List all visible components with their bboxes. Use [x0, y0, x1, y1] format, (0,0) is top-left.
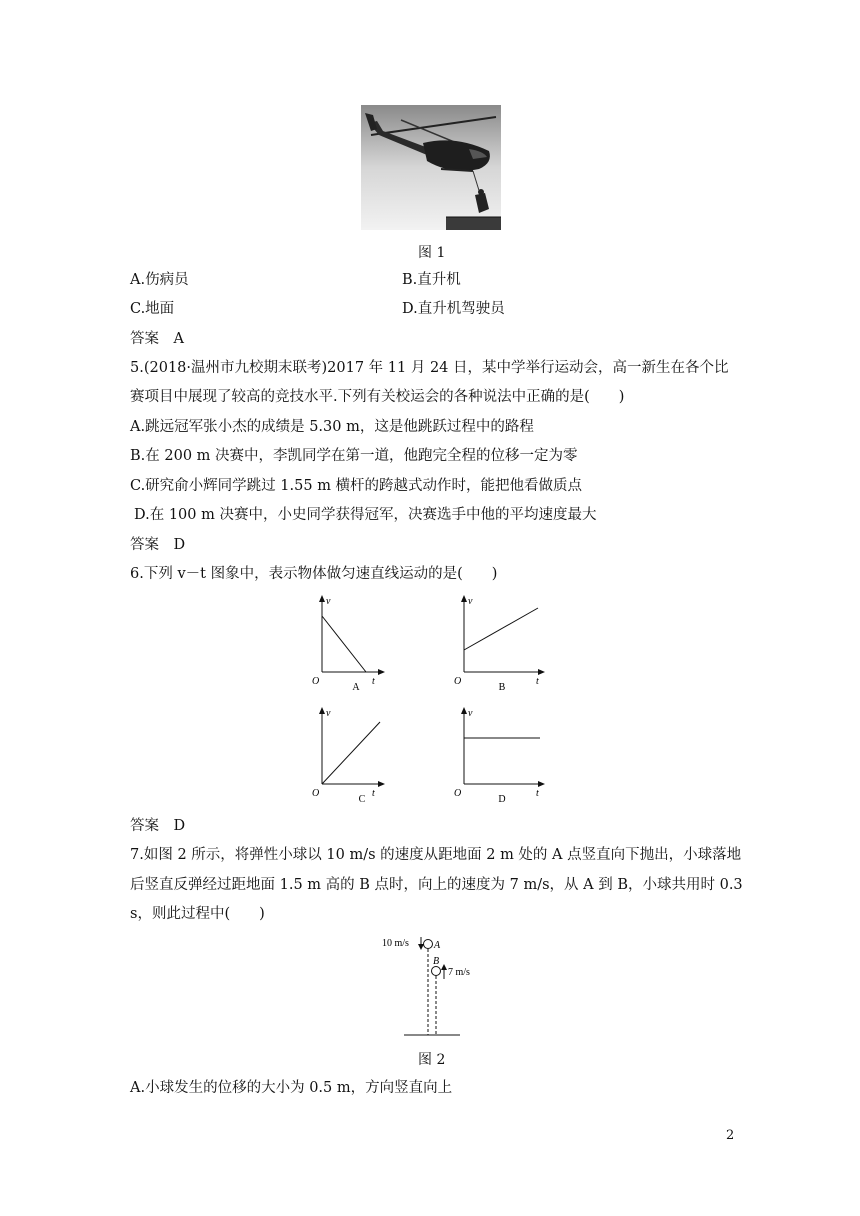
origin-label: O — [454, 788, 462, 799]
v-axis-label: v — [468, 596, 473, 607]
graph-label: B — [498, 682, 506, 693]
v-axis-label: v — [326, 708, 331, 719]
question-stem: 5.(2018·温州市九校期末联考)2017 年 11 月 24 日，某中学举行运动会，高一新生在各个比 — [130, 360, 729, 376]
ball-bounce-diagram — [378, 933, 488, 1041]
v-axis-label: v — [468, 708, 473, 719]
option-b: B.在 200 m 决赛中，李凯同学在第一道，他跑完全程的位移一定为零 — [130, 448, 578, 464]
vt-graph-d — [452, 704, 552, 806]
graph-label: C — [358, 794, 366, 805]
question-stem: 后竖直反弹经过距地面 1.5 m 高的 B 点时，向上的速度为 7 m/s，从 A 到 B，小球共用时 0.3 — [130, 877, 743, 893]
option-d: D.在 100 m 决赛中，小史同学获得冠军，决赛选手中他的平均速度最大 — [134, 507, 597, 523]
graph-label: A — [352, 682, 360, 693]
figure-caption: 图 2 — [418, 1052, 446, 1068]
vt-graph-c — [310, 704, 390, 806]
question-stem: 6.下列 v－t 图象中，表示物体做匀速直线运动的是( ) — [130, 566, 498, 582]
option-c: C.研究俞小辉同学跳过 1.55 m 横杆的跨越式动作时，能把他看做质点 — [130, 478, 583, 494]
vt-graph-a — [310, 592, 390, 694]
origin-label: O — [312, 788, 320, 799]
answer: 答案 A — [130, 331, 184, 347]
page-number: 2 — [726, 1128, 735, 1143]
speed-down-label: 10 m/s — [382, 938, 409, 949]
t-axis-label: t — [536, 676, 539, 687]
option-b: B.直升机 — [402, 272, 461, 288]
option-c: C.地面 — [130, 301, 175, 317]
v-axis-label: v — [326, 596, 331, 607]
origin-label: O — [312, 676, 320, 687]
question-stem: s，则此过程中( ) — [130, 906, 265, 922]
option-a: A.跳远冠军张小杰的成绩是 5.30 m，这是他跳跃过程中的路程 — [130, 419, 534, 435]
question-stem: 赛项目中展现了较高的竞技水平.下列有关校运会的各种说法中正确的是( ) — [130, 389, 625, 405]
answer: 答案 D — [130, 818, 186, 834]
question-stem: 7.如图 2 所示，将弹性小球以 10 m/s 的速度从距地面 2 m 处的 A 点竖直向下抛出，小球落地 — [130, 847, 742, 863]
speed-up-label: 7 m/s — [448, 967, 470, 978]
graph-label: D — [498, 794, 506, 805]
origin-label: O — [454, 676, 462, 687]
helicopter-photo — [361, 105, 501, 230]
vt-graph-b — [452, 592, 552, 694]
point-b-label: B — [433, 956, 440, 967]
option-a: A.伤病员 — [130, 272, 189, 288]
option-a: A.小球发生的位移的大小为 0.5 m，方向竖直向上 — [130, 1080, 453, 1096]
figure-caption: 图 1 — [418, 245, 446, 261]
t-axis-label: t — [372, 676, 375, 687]
t-axis-label: t — [372, 788, 375, 799]
point-a-label: A — [434, 940, 441, 951]
t-axis-label: t — [536, 788, 539, 799]
answer: 答案 D — [130, 537, 186, 553]
option-d: D.直升机驾驶员 — [402, 301, 505, 317]
